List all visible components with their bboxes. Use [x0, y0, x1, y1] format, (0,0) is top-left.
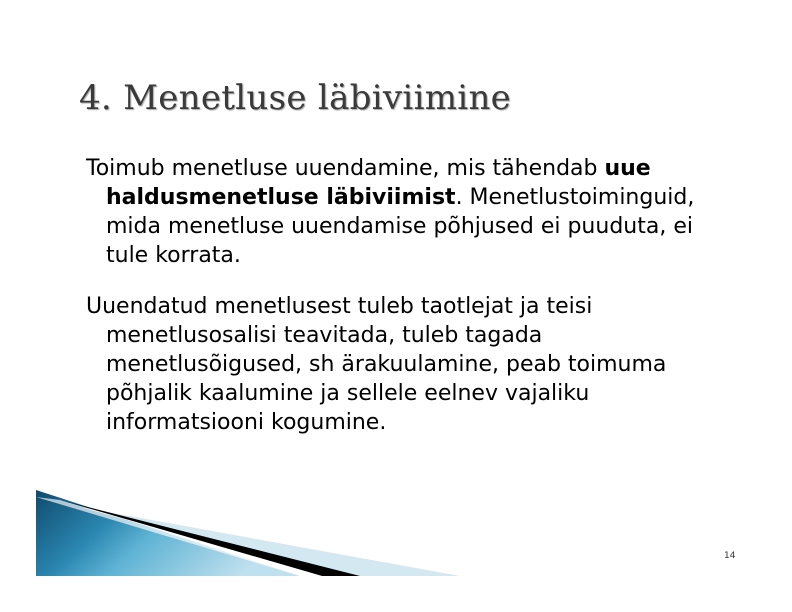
slide-title: 4. Menetluse läbiviimine	[79, 78, 512, 118]
slide-number: 14	[724, 551, 736, 561]
paragraph-1-text-before: Toimub menetluse uuendamine, mis tähendab	[86, 156, 605, 181]
paragraph-1-text-after: . Menetlustoiminguid, mida menetluse uuendamise põhjused ei puuduta, ei tule korrata.	[106, 185, 695, 268]
slide-body	[86, 154, 726, 437]
paragraph-1-bold-text: uue haldusmenetluse läbiviimist	[106, 156, 651, 210]
paragraph-1	[86, 154, 726, 270]
paragraph-2: Uuendatud menetlusest tuleb taotlejat ja teisi menetlusosalisi teavitada, tuleb tagada menetlusõigused, sh ärakuulamine, peab toimuma põhjalik kaalumine ja sellele eelnev vajaliku informatsiooni kogumine.	[86, 294, 667, 435]
